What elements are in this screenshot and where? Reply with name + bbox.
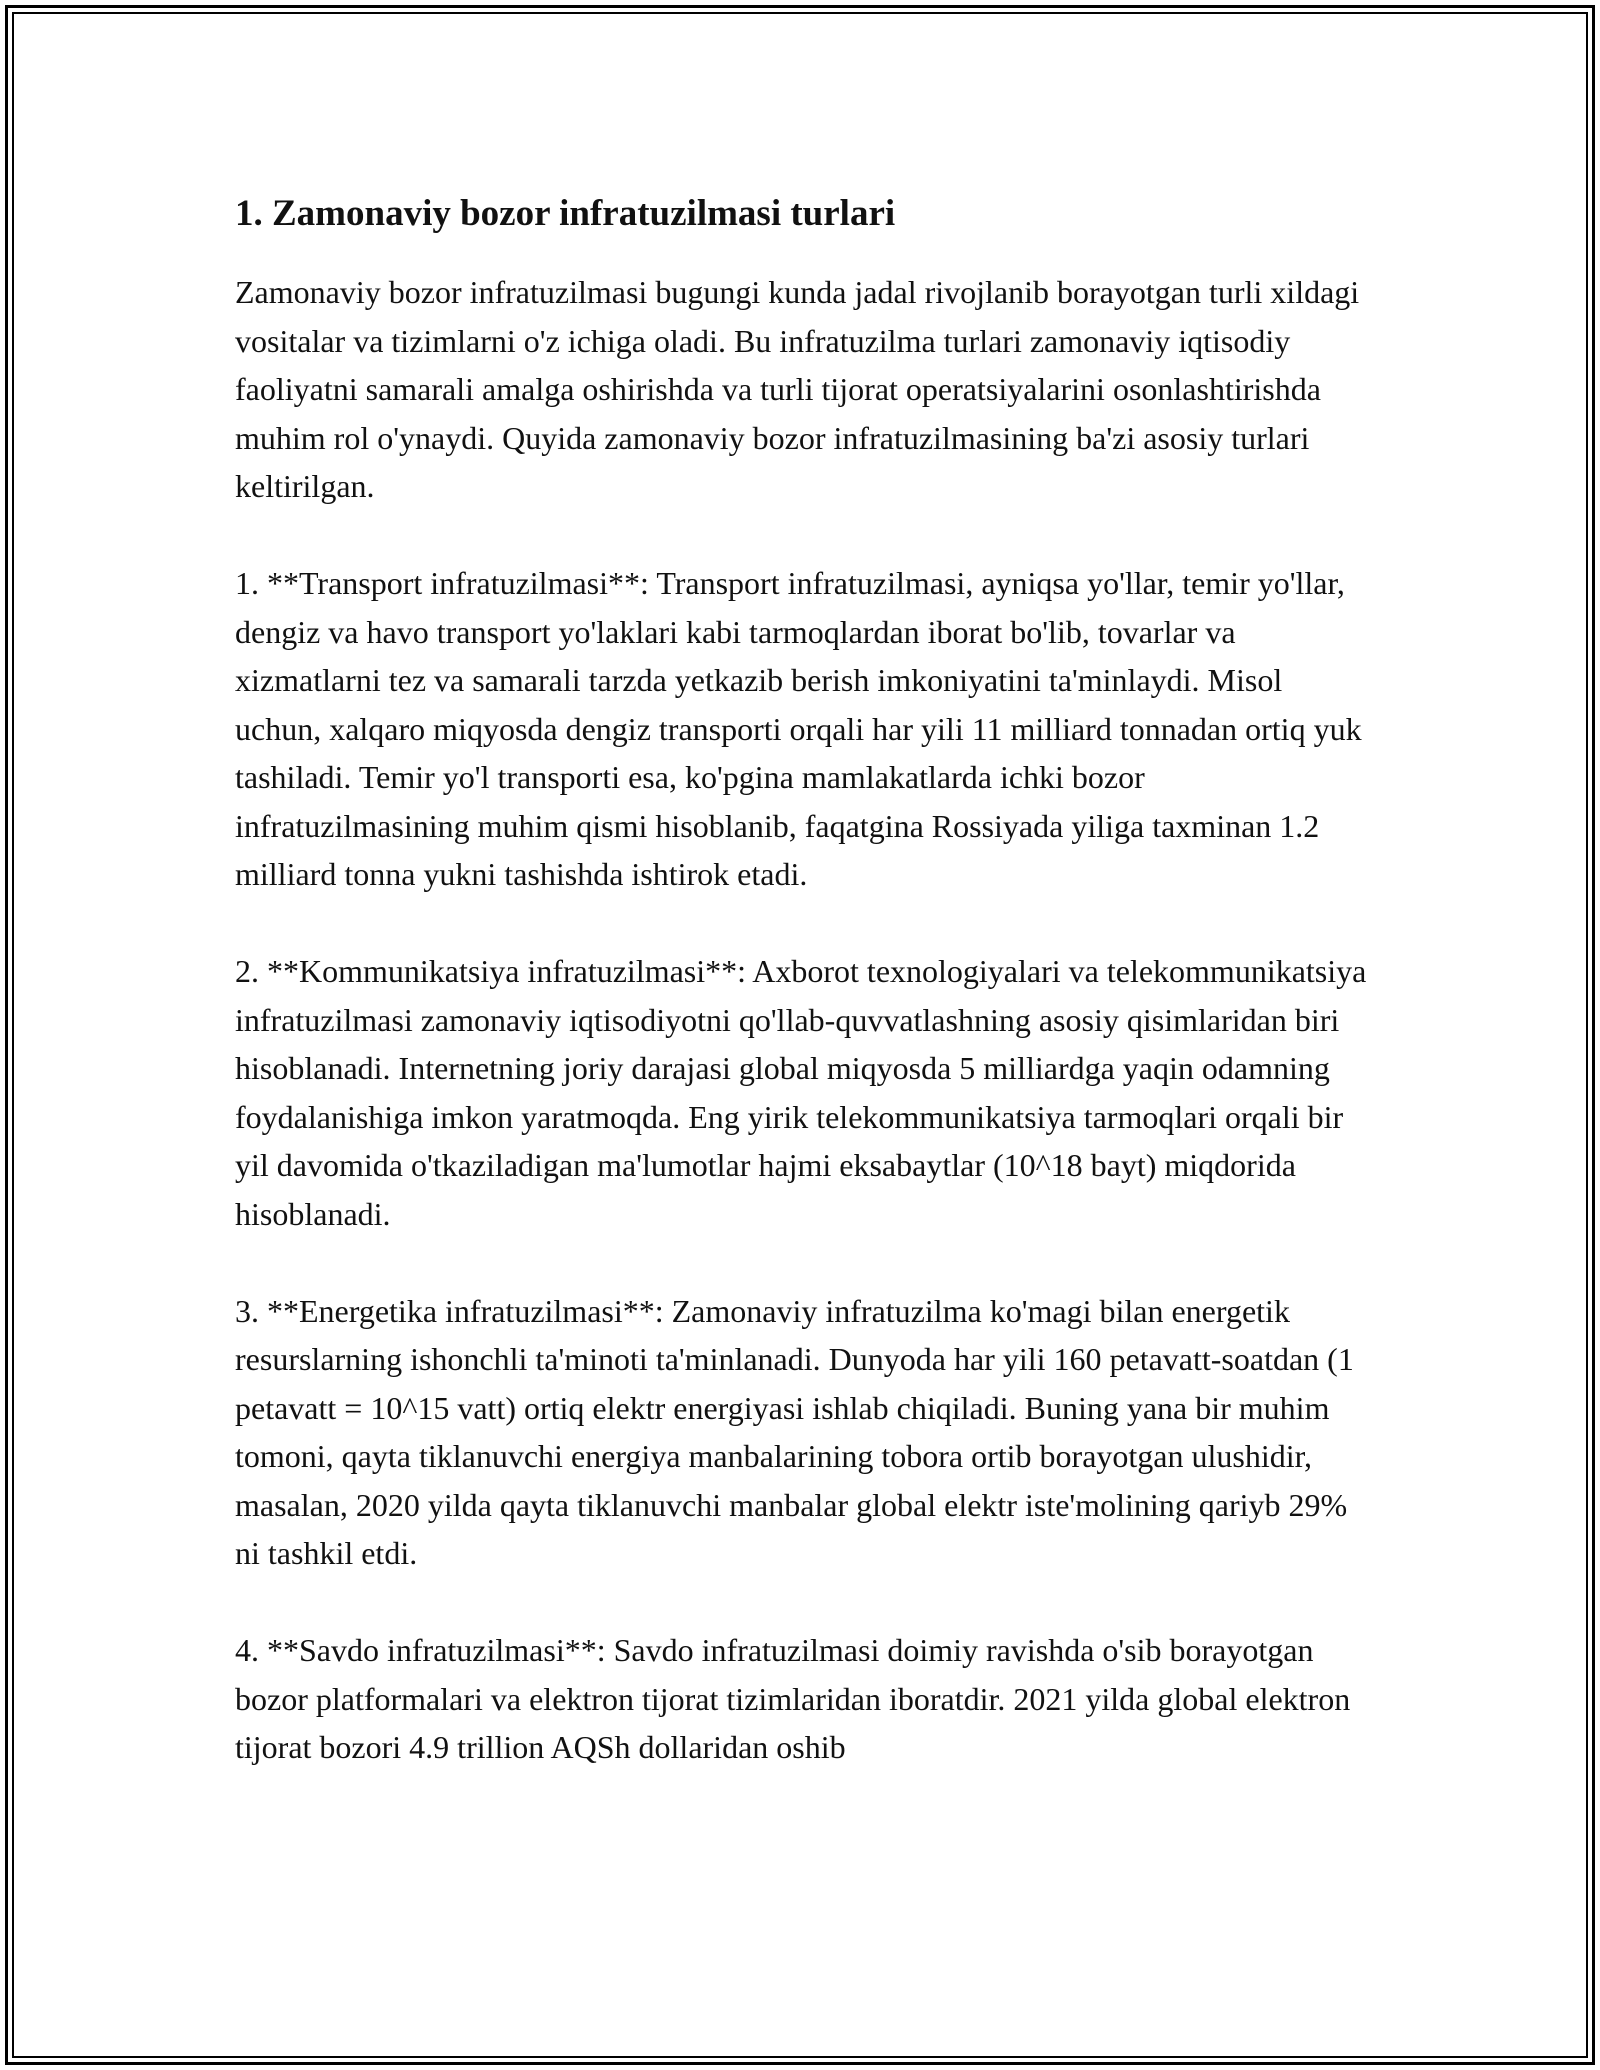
- intro-paragraph: Zamonaviy bozor infratuzilmasi bugungi kunda jadal rivojlanib borayotgan turli xildagi vositalar va tizimlarni o'z ichiga oladi. Bu infratuzilma turlari zamonaviy iqtisodiy faoliyatni samarali amalga oshirishda va turli tijorat operatsiyalarini osonlashtirishda muhim rol o'ynaydi. Quyida zamonaviy bozor infratuzilmasining ba'zi asosiy turlari keltirilgan.: [235, 274, 1360, 504]
- energy-paragraph: 3. **Energetika infratuzilmasi**: Zamonaviy infratuzilma ko'magi bilan energetik resurslarning ishonchli ta'minoti ta'minlanadi. Dunyoda har yili 160 petavatt-soatdan (1 petavatt = 10^15 vatt) ortiq elektr energiyasi ishlab chiqiladi. Buning yana bir muhim tomoni, qayta tiklanuvchi energiya manbalarining tobora ortib borayotgan ulushidir, masalan, 2020 yilda qayta tiklanuvchi manbalar global elektr iste'molining qariyb 29% ni tashkil etdi.: [235, 1292, 1354, 1571]
- trade-paragraph: 4. **Savdo infratuzilmasi**: Savdo infratuzilmasi doimiy ravishda o'sib borayotgan bozor platformalari va elektron tijorat tizimlaridan iboratdir. 2021 yilda global elektron tijorat bozori 4.9 trillion AQSh dollaridan oshib: [235, 1632, 1351, 1765]
- document-body: [235, 190, 1370, 1820]
- transport-paragraph: 1. **Transport infratuzilmasi**: Transport infratuzilmasi, ayniqsa yo'llar, temir yo'llar, dengiz va havo transport yo'laklari kabi tarmoqlardan iborat bo'lib, tovarlar va xizmatlarni tez va samarali tarzda yetkazib berish imkoniyatini ta'minlaydi. Misol uchun, xalqaro miqyosda dengiz transporti orqali har yili 11 milliard tonnadan ortiq yuk tashiladi. Temir yo'l transporti esa, ko'pgina mamlakatlarda ichki bozor infratuzilmasining muhim qismi hisoblanib, faqatgina Rossiyada yiliga taxminan 1.2 milliard tonna yukni tashishda ishtirok etadi.: [235, 565, 1362, 892]
- communication-paragraph: 2. **Kommunikatsiya infratuzilmasi**: Axborot texnologiyalari va telekommunikatsiya infratuzilmasi zamonaviy iqtisodiyotni qo'llab-quvvatlashning asosiy qisimlaridan biri hisoblanadi. Internetning joriy darajasi global miqyosda 5 milliardga yaqin odamning foydalanishiga imkon yaratmoqda. Eng yirik telekommunikatsiya tarmoqlari orqali bir yil davomida o'tkaziladigan ma'lumotlar hajmi eksabaytlar (10^18 bayt) miqdorida hisoblanadi.: [235, 953, 1367, 1232]
- page-title: 1. Zamonaviy bozor infratuzilmasi turlari: [235, 193, 896, 234]
